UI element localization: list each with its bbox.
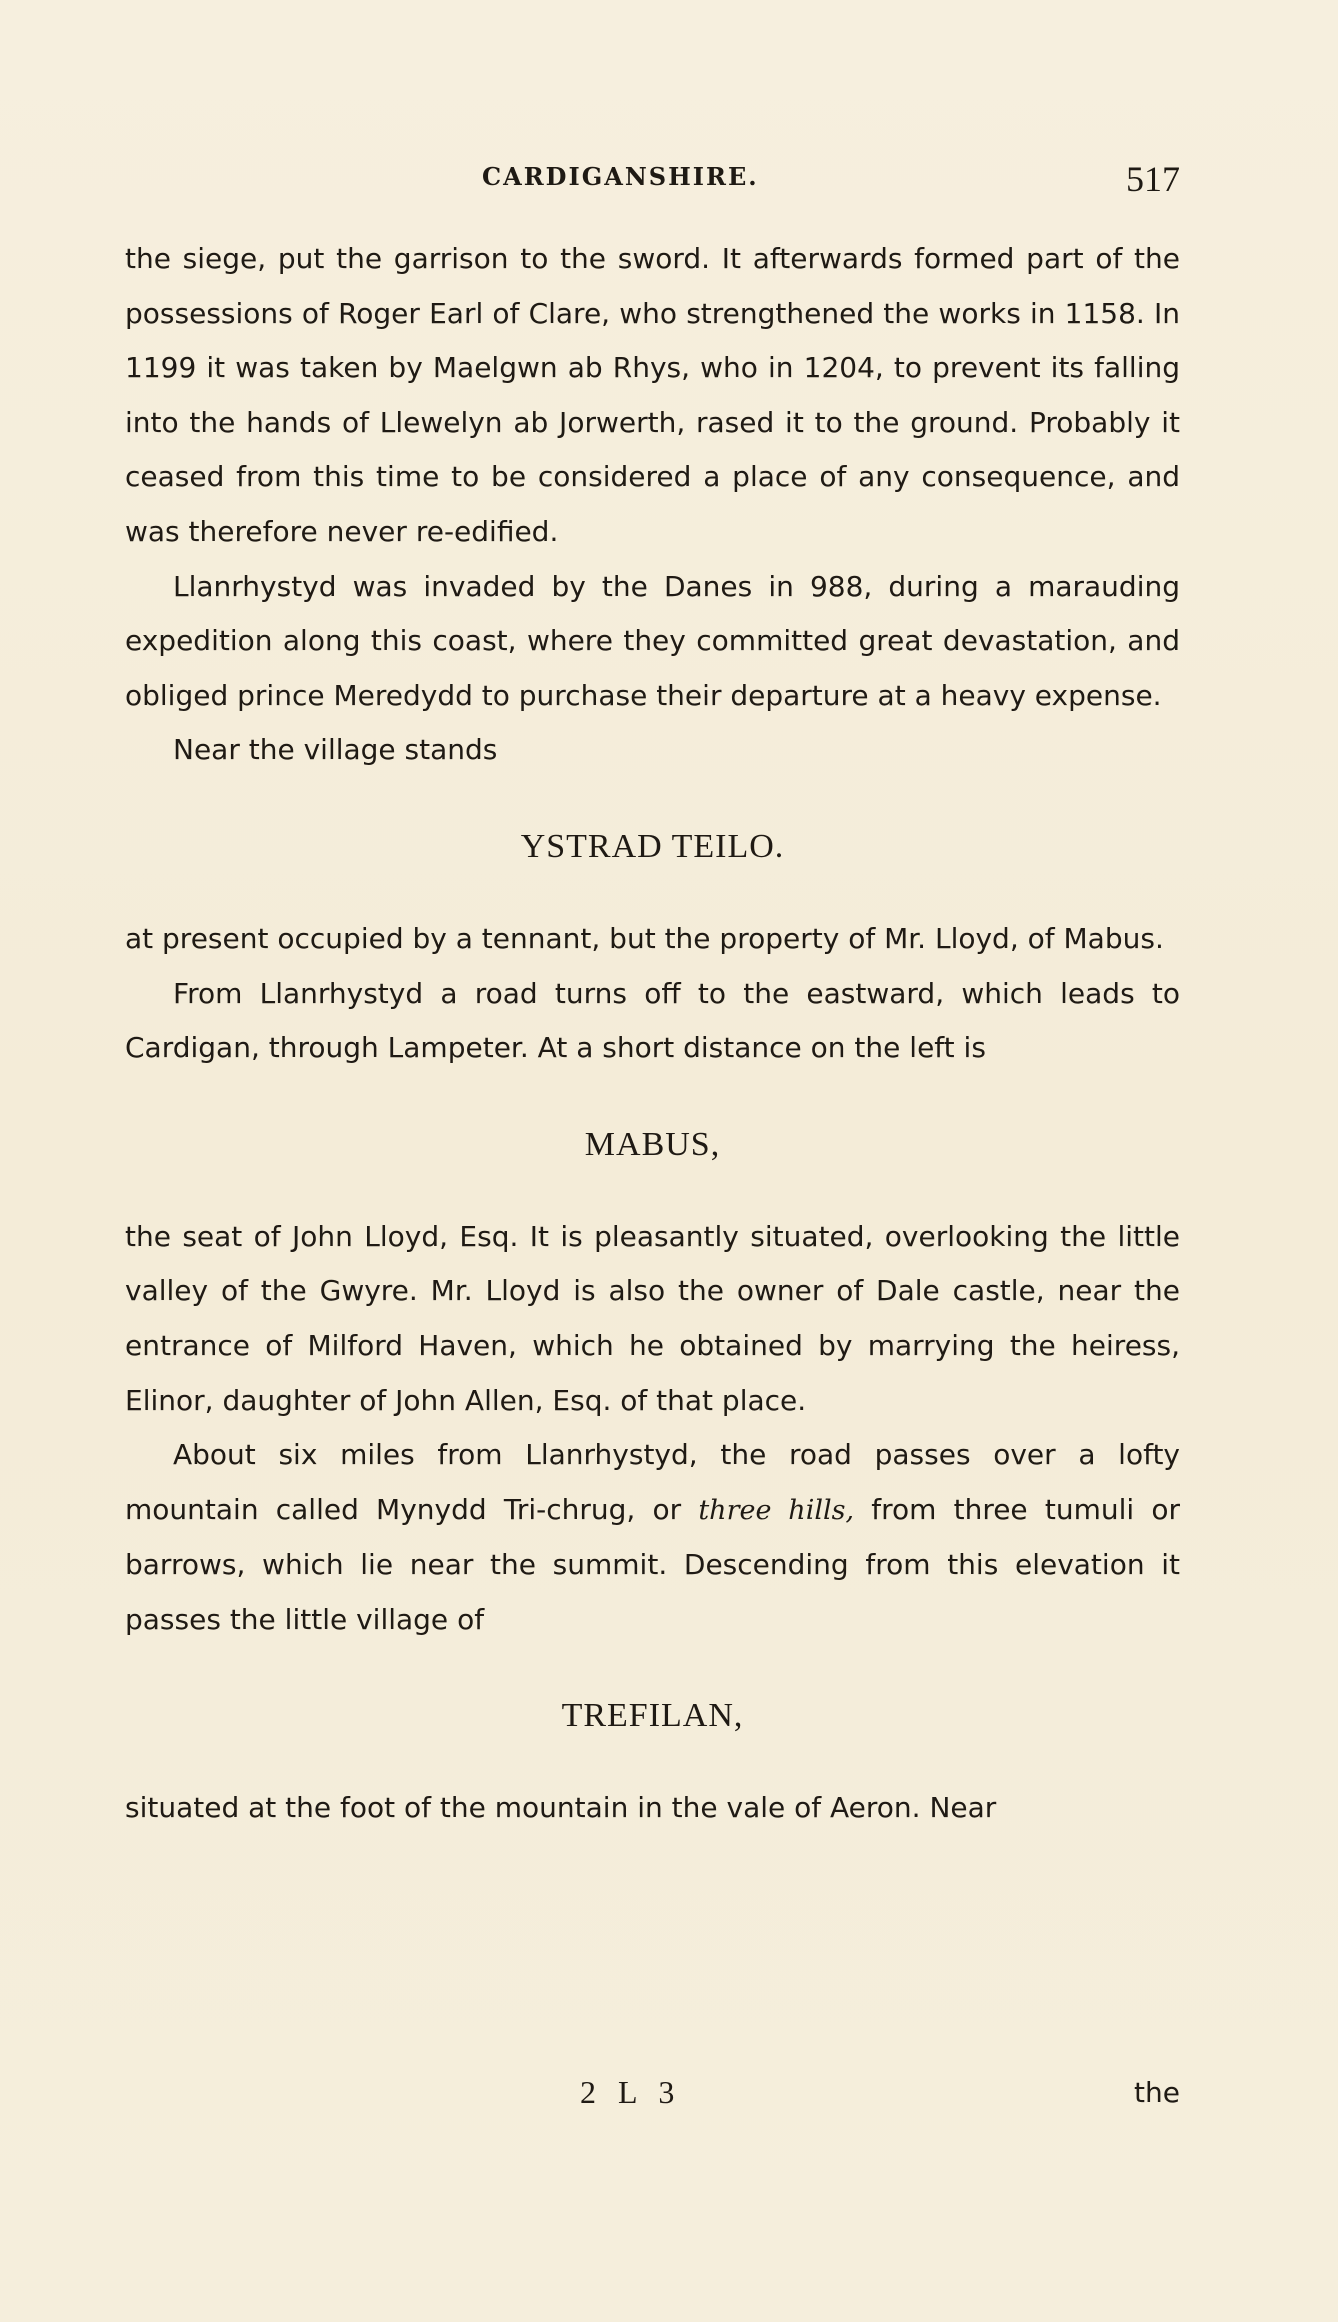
- section-heading-mabus: MABUS,: [584, 1125, 721, 1163]
- page-header: [125, 158, 1180, 198]
- paragraph-danes: [125, 560, 1180, 724]
- body-text: [125, 232, 1180, 1836]
- catchword: the: [1134, 2076, 1180, 2109]
- paragraph-mountain: [125, 1428, 1180, 1647]
- section-heading-trefilan: TREFILAN,: [561, 1697, 744, 1735]
- paragraph-ystrad-teilo: [125, 912, 1180, 967]
- paragraph-text: Llanrhystyd was invaded by the Danes in 988, during a marauding expedition along this coast, where they committed great devastation, and obliged prince Meredydd to purchase their departure at a heavy expense.: [125, 569, 1180, 712]
- page-number: 517: [1126, 159, 1180, 199]
- paragraph-text: From Llanrhystyd a road turns off to the eastward, which leads to Cardigan, through Lampeter. At a short distance on the left is: [125, 976, 1180, 1065]
- running-head: CARDIGANSHIRE.: [482, 162, 759, 191]
- page-footer: [125, 2074, 1180, 2124]
- paragraph-text: About six miles from Llanrhystyd, the road passes over a lofty mountain called Mynydd Tri-chrug, or: [125, 1438, 1180, 1526]
- italic-phrase: three hills,: [698, 1494, 855, 1526]
- paragraph-text: from three tumuli or barrows, which lie near the summit. Descending from this elevation it passes the little village of: [125, 1492, 1180, 1636]
- paragraph-near-village: [125, 723, 1180, 778]
- paragraph-text: the seat of John Lloyd, Esq. It is pleasantly situated, overlooking the little valley of the Gwyre. Mr. Lloyd is also the owner of Dale castle, near the entrance of Milford Haven, which he obtained by marrying the heiress, Elinor, daughter of John Allen, Esq. of that place.: [125, 1219, 1180, 1417]
- paragraph-trefilan: [125, 1781, 1180, 1836]
- section-heading-ystrad-teilo: YSTRAD TEILO.: [520, 827, 785, 865]
- paragraph-text: at present occupied by a tennant, but the property of Mr. Lloyd, of Mabus.: [125, 921, 1164, 955]
- paragraph-text: the siege, put the garrison to the sword. It afterwards formed part of the possessions of Roger Earl of Clare, who strengthened the works in 1158. In 1199 it was taken by Maelgwn ab Rhys, who in 1204, to prevent its falling into the hands of Llewelyn ab Jorwerth, rased it to the ground. Probably it ceased from this time to be considered a place of any consequence, and was therefore never re-edified.: [125, 242, 1180, 548]
- paragraph-road-eastward: [125, 967, 1180, 1076]
- paragraph-siege: [125, 232, 1180, 560]
- paragraph-text: situated at the foot of the mountain in the vale of Aeron. Near: [125, 1791, 997, 1825]
- paragraph-text: Near the village stands: [173, 733, 498, 767]
- paragraph-mabus: [125, 1210, 1180, 1428]
- signature-mark: 2 L 3: [580, 2074, 682, 2110]
